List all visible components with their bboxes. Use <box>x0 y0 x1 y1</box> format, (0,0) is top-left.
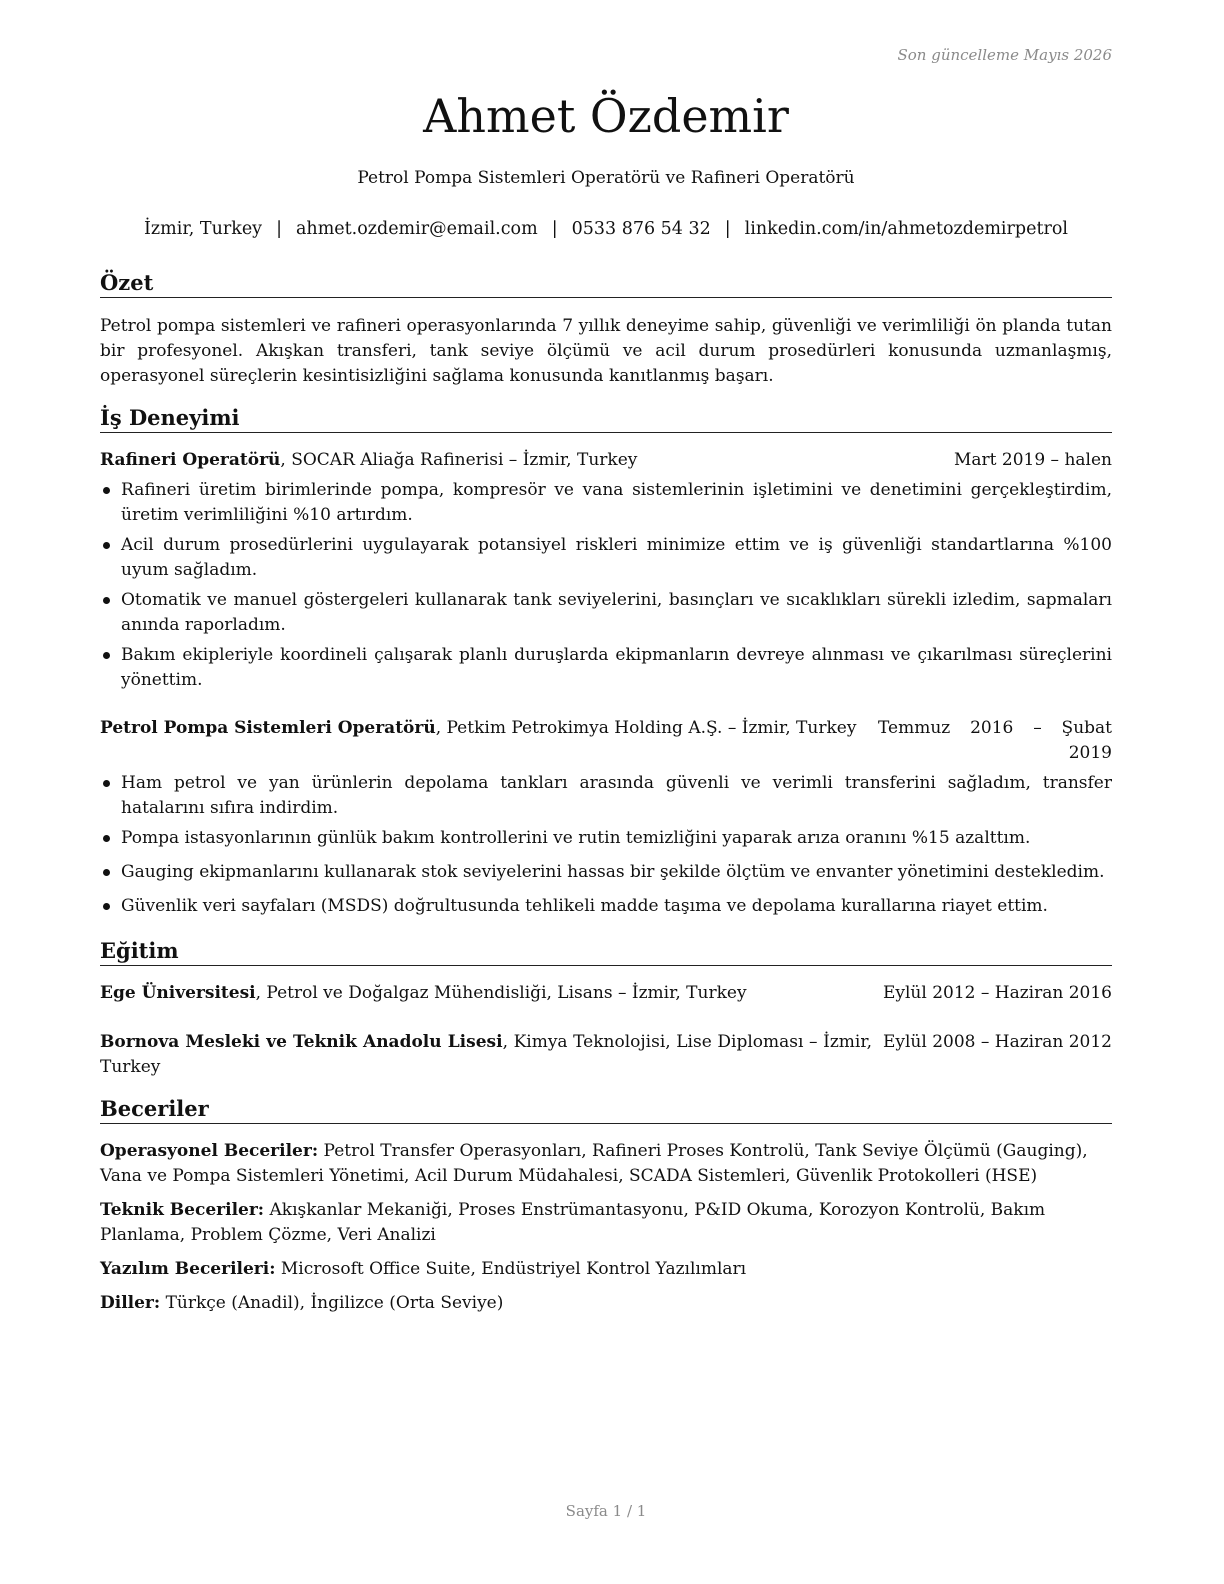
contact-separator: | <box>276 219 282 239</box>
bullet-icon <box>103 835 110 842</box>
skill-row <box>100 1139 1112 1189</box>
bullet-icon <box>103 542 110 549</box>
bullet-text: Güvenlik veri sayfaları (MSDS) doğrultusunda tehlikeli madde taşıma ve depolama kurallarına riayet ettim. <box>121 896 1048 916</box>
section-title-summary: Özet <box>100 270 1112 298</box>
contact-linkedin[interactable]: linkedin.com/in/ahmetozdemirpetrol <box>744 219 1068 239</box>
skill-value: Türkçe (Anadil), İngilizce (Orta Seviye) <box>160 1293 504 1313</box>
bullet-text: Ham petrol ve yan ürünlerin depolama tankları arasında güvenli ve verimli transferini sağladım, transfer hatalarını sıfıra indirdim. <box>121 773 1112 818</box>
list-item <box>100 894 1112 919</box>
bullet-icon <box>103 903 110 910</box>
education-entry <box>100 1030 1112 1080</box>
skill-value: Microsoft Office Suite, Endüstriyel Kontrol Yazılımları <box>275 1259 747 1279</box>
skill-value: Petrol Transfer Operasyonları, Rafineri Proses Kontrolü, Tank Seviye Ölçümü (Gauging), Vana ve Pompa Sistemleri Yönetimi, Acil Durum Müdahalesi, SCADA Sistemleri, Güvenlik Protokolleri (HSE) <box>100 1141 1088 1186</box>
school-name: Bornova Mesleki ve Teknik Anadolu Lisesi <box>100 1032 503 1052</box>
education-entry <box>100 981 1112 1006</box>
job-header <box>100 716 1112 763</box>
list-item <box>100 643 1112 693</box>
bullet-icon <box>103 487 110 494</box>
candidate-name: Ahmet Özdemir <box>423 89 789 143</box>
contact-separator: | <box>551 219 558 239</box>
last-updated: Son güncelleme Mayıs 2026 <box>897 46 1112 64</box>
contact-separator: | <box>724 219 731 239</box>
job-org: , SOCAR Aliağa Rafinerisi – İzmir, Turkey <box>280 450 638 470</box>
section-title-education: Eğitim <box>100 938 1112 966</box>
bullet-text: Acil durum prosedürlerini uygulayarak potansiyel riskleri minimize ettim ve iş güvenliği standartlarına %100 uyum sağladım. <box>121 535 1112 580</box>
job-date-line-2: 2019 <box>1068 743 1112 763</box>
list-item <box>100 860 1112 885</box>
contact-email[interactable]: ahmet.ozdemir@email.com <box>295 219 538 239</box>
school-detail-line-2: Turkey <box>100 1057 161 1077</box>
school-name: Ege Üniversitesi <box>100 983 256 1003</box>
job-bullets <box>100 771 1112 924</box>
summary-text: Petrol pompa sistemleri ve rafineri operasyonlarında 7 yıllık deneyime sahip, güvenliği ve verimliliği ön planda tutan bir profesyonel. Akışkan transferi, tank seviye ölçümü ve acil durum prosedürleri konusunda uzmanlaşmış, operasyonel süreçlerin kesintisizliğini sağlama konusunda kanıtlanmış başarı. <box>100 316 1112 386</box>
bullet-icon <box>103 597 110 604</box>
skill-value: Akışkanlar Mekaniği, Proses Enstrümantasyonu, P&ID Okuma, Korozyon Kontrolü, Bakım Planlama, Problem Çözme, Veri Analizi <box>100 1200 1046 1245</box>
skill-label: Diller: <box>100 1293 161 1313</box>
list-item <box>100 588 1112 638</box>
education-date: Eylül 2008 – Haziran 2012 <box>882 1032 1112 1052</box>
list-item <box>100 826 1112 851</box>
job-date-line-1: Temmuz 2016 – Şubat <box>878 718 1112 738</box>
job-org: , Petkim Petrokimya Holding A.Ş. – İzmir, Turkey <box>435 718 857 738</box>
section-title-skills: Beceriler <box>100 1096 1112 1124</box>
bullet-icon <box>103 869 110 876</box>
bullet-text: Rafineri üretim birimlerinde pompa, kompresör ve vana sistemlerinin işletimini ve denetimini gerçekleştirdim, üretim verimliliğini %10 artırdım. <box>121 480 1112 525</box>
job-date: Mart 2019 – halen <box>953 450 1112 470</box>
school-detail: , Kimya Teknolojisi, Lise Diploması – İzmir, <box>502 1032 872 1052</box>
school-detail: , Petrol ve Doğalgaz Mühendisliği, Lisans – İzmir, Turkey <box>255 983 747 1003</box>
resume-page <box>100 0 1112 1584</box>
list-item <box>100 478 1112 528</box>
skill-label: Teknik Beceriler: <box>100 1200 265 1220</box>
job-role: Rafineri Operatörü <box>100 450 281 470</box>
skill-row <box>100 1291 1112 1316</box>
section-title-experience: İş Deneyimi <box>100 405 1112 433</box>
bullet-text: Gauging ekipmanlarını kullanarak stok seviyelerini hassas bir şekilde ölçtüm ve envanter yönetimini destekledim. <box>121 862 1105 882</box>
education-date: Eylül 2012 – Haziran 2016 <box>882 983 1112 1003</box>
bullet-text: Otomatik ve manuel göstergeleri kullanarak tank seviyelerini, basınçları ve sıcaklıkları sürekli izledim, sapmaları anında raporladım. <box>121 590 1112 635</box>
candidate-title: Petrol Pompa Sistemleri Operatörü ve Rafineri Operatörü <box>357 168 855 188</box>
skill-label: Yazılım Becerileri: <box>100 1259 276 1279</box>
skill-row <box>100 1257 1112 1282</box>
skill-row <box>100 1198 1112 1248</box>
list-item <box>100 533 1112 583</box>
bullet-text: Pompa istasyonlarının günlük bakım kontrollerini ve rutin temizliğini yaparak arıza oranını %15 azalttım. <box>121 828 1031 848</box>
page-number: Sayfa 1 / 1 <box>565 1502 647 1520</box>
list-item <box>100 771 1112 821</box>
job-header <box>100 448 1112 473</box>
skill-label: Operasyonel Beceriler: <box>100 1141 319 1161</box>
job-bullets <box>100 478 1112 698</box>
contact-phone[interactable]: 0533 876 54 32 <box>571 219 711 239</box>
job-date <box>878 716 1112 766</box>
job-role: Petrol Pompa Sistemleri Operatörü <box>100 718 436 738</box>
bullet-text: Bakım ekipleriyle koordineli çalışarak planlı duruşlarda ekipmanların devreye alınması ve çıkarılması süreçlerini yönettim. <box>121 645 1112 690</box>
contact-line <box>100 219 1112 239</box>
bullet-icon <box>103 780 110 787</box>
bullet-icon <box>103 652 110 659</box>
contact-location: İzmir, Turkey <box>144 219 263 239</box>
